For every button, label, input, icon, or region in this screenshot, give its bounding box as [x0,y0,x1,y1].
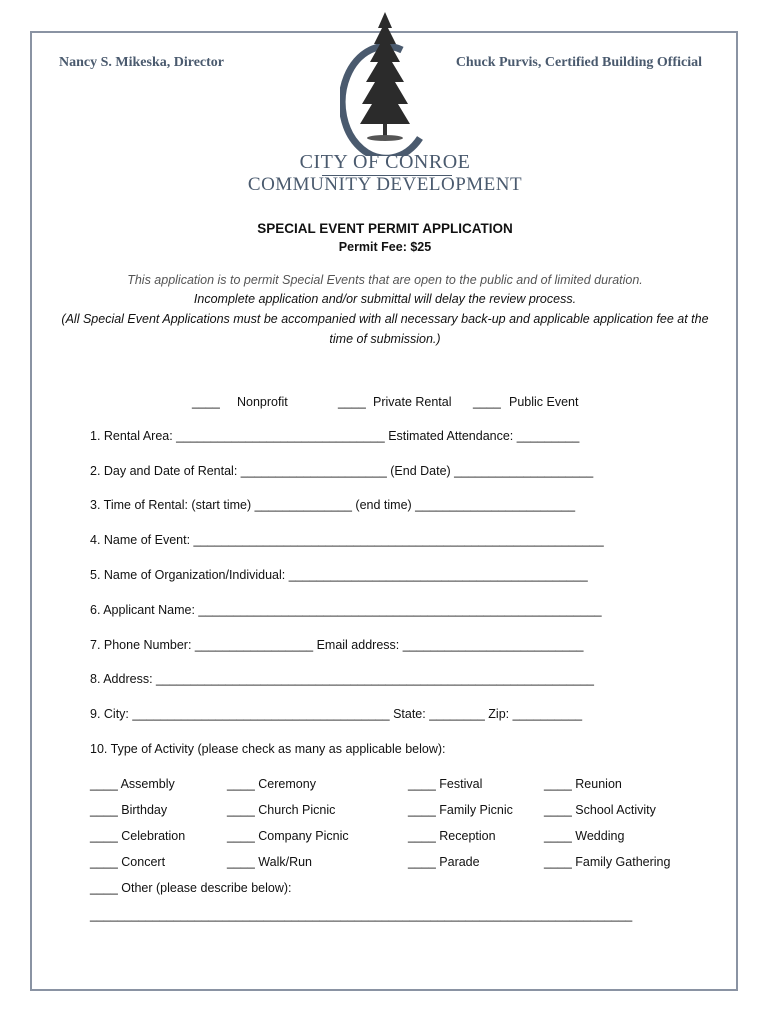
activity-item[interactable]: ____ Celebration [90,829,186,843]
activity-item[interactable]: ____ Concert [90,855,166,869]
activity-item[interactable]: ____ Assembly [90,777,175,791]
activity-item[interactable]: ____ Family Picnic [408,803,513,817]
submission-note: (All Special Event Applications must be accompanied with all necessary back-up and applicable application fee at the time of submission.) [61,312,709,346]
field-address[interactable]: 8. Address: _______________________________________________________________ [90,672,594,686]
activity-item[interactable]: ____ Festival [408,777,483,791]
permit-fee: Permit Fee: $25 [338,240,432,254]
activity-item[interactable]: ____ Reunion [544,777,622,791]
field-rental-date[interactable]: 2. Day and Date of Rental: _____________________ (End Date) ____________________ [90,464,594,478]
activity-item[interactable]: ____ Reception [408,829,496,843]
field-organization[interactable]: 5. Name of Organization/Individual: ___________________________________________ [90,568,588,582]
director-name: Nancy S. Mikeska, Director [59,55,224,70]
field-city-state-zip[interactable]: 9. City: _____________________________________ State: ________ Zip: __________ [90,707,583,721]
private-rental-blank[interactable]: ____ [338,395,366,409]
logo-city-name: CITY OF CONROE [299,151,471,173]
field-phone-email[interactable]: 7. Phone Number: _________________ Email address: __________________________ [90,638,584,652]
activity-item[interactable]: ____ Company Picnic [227,829,349,843]
form-title: SPECIAL EVENT PERMIT APPLICATION [257,221,513,236]
activity-item[interactable]: ____ Birthday [90,803,168,817]
field-event-name[interactable]: 4. Name of Event: ___________________________________________________________ [90,533,604,547]
activity-item[interactable]: ____ Parade [408,855,480,869]
activity-item[interactable]: ____ Church Picnic [227,803,336,817]
intro-text: This application is to permit Special Events that are open to the public and of limited duration. [127,273,643,287]
public-event-blank[interactable]: ____ [473,395,501,409]
field-rental-area[interactable]: 1. Rental Area: ______________________________ Estimated Attendance: _________ [90,429,580,443]
public-event-label: Public Event [509,395,579,409]
activity-item[interactable]: ____ Wedding [544,829,625,843]
field-applicant-name[interactable]: 6. Applicant Name: __________________________________________________________ [90,603,602,617]
activity-item[interactable]: ____ Walk/Run [227,855,312,869]
other-description-line[interactable]: ______________________________________________________________________________ [90,908,633,922]
private-rental-label: Private Rental [373,395,452,409]
building-official-name: Chuck Purvis, Certified Building Official [455,55,702,70]
activity-other[interactable]: ____ Other (please describe below): [90,881,292,895]
incomplete-warning: Incomplete application and/or submittal will delay the review process. [193,292,577,306]
activity-heading: 10. Type of Activity (please check as many as applicable below): [90,742,446,756]
field-rental-time[interactable]: 3. Time of Rental: (start time) ______________ (end time) _______________________ [90,498,576,512]
city-logo-tree-icon [340,10,430,156]
activity-item[interactable]: ____ Family Gathering [544,855,671,869]
activity-item[interactable]: ____ Ceremony [227,777,316,791]
activity-item[interactable]: ____ School Activity [544,803,656,817]
logo-department-name: COMMUNITY DEVELOPMENT [247,174,523,195]
nonprofit-label: Nonprofit [237,395,288,409]
nonprofit-blank[interactable]: ____ [192,395,220,409]
